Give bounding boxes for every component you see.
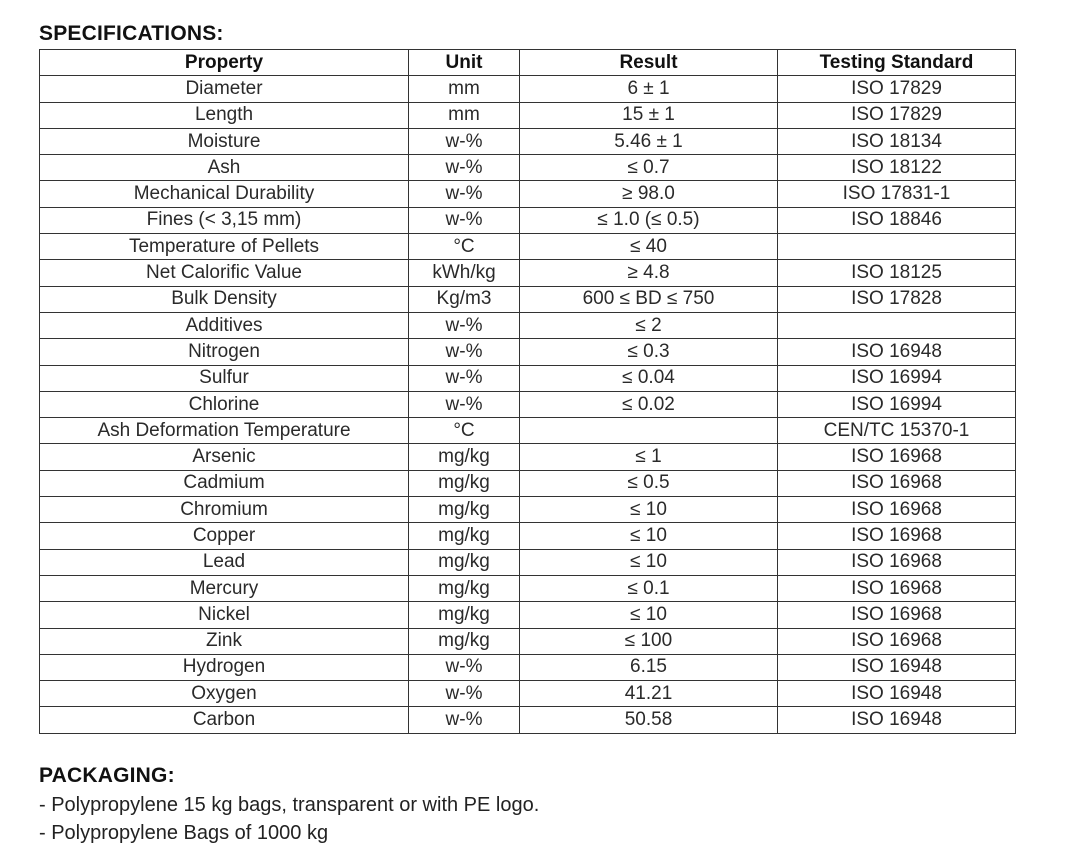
cell-property: Hydrogen <box>40 654 409 680</box>
cell-unit: w-% <box>409 707 520 733</box>
cell-result: ≤ 0.7 <box>520 155 778 181</box>
table-row <box>40 234 1016 260</box>
packaging-list <box>39 791 539 847</box>
cell-unit: w-% <box>409 181 520 207</box>
cell-result: 5.46 ± 1 <box>520 128 778 154</box>
cell-property: Length <box>40 102 409 128</box>
cell-property: Fines (< 3,15 mm) <box>40 207 409 233</box>
cell-unit: mm <box>409 102 520 128</box>
cell-result: ≥ 4.8 <box>520 260 778 286</box>
cell-result: ≤ 1.0 (≤ 0.5) <box>520 207 778 233</box>
cell-testing-standard: ISO 16948 <box>778 681 1016 707</box>
table-row <box>40 418 1016 444</box>
cell-unit: w-% <box>409 681 520 707</box>
table-row <box>40 707 1016 733</box>
cell-property: Chromium <box>40 497 409 523</box>
cell-property: Sulfur <box>40 365 409 391</box>
table-row <box>40 207 1016 233</box>
cell-testing-standard: ISO 16968 <box>778 549 1016 575</box>
table-row <box>40 312 1016 338</box>
header-property: Property <box>40 50 409 76</box>
cell-unit: w-% <box>409 155 520 181</box>
packaging-item: - Polypropylene Bags of 1000 kg <box>39 819 539 847</box>
cell-unit: w-% <box>409 312 520 338</box>
cell-result: ≤ 10 <box>520 497 778 523</box>
cell-property: Mercury <box>40 575 409 601</box>
cell-testing-standard: ISO 16968 <box>778 470 1016 496</box>
cell-unit: °C <box>409 234 520 260</box>
cell-result: 600 ≤ BD ≤ 750 <box>520 286 778 312</box>
cell-property: Nickel <box>40 602 409 628</box>
table-row <box>40 444 1016 470</box>
cell-unit: mg/kg <box>409 575 520 601</box>
cell-testing-standard: ISO 16948 <box>778 707 1016 733</box>
specifications-heading: SPECIFICATIONS: <box>39 22 224 45</box>
cell-testing-standard: ISO 17828 <box>778 286 1016 312</box>
cell-unit: Kg/m3 <box>409 286 520 312</box>
table-row <box>40 365 1016 391</box>
cell-result: ≤ 0.02 <box>520 391 778 417</box>
cell-property: Oxygen <box>40 681 409 707</box>
cell-unit: w-% <box>409 654 520 680</box>
cell-testing-standard: ISO 17829 <box>778 76 1016 102</box>
cell-testing-standard: ISO 16968 <box>778 444 1016 470</box>
cell-unit: kWh/kg <box>409 260 520 286</box>
cell-testing-standard: ISO 16968 <box>778 628 1016 654</box>
table-row <box>40 470 1016 496</box>
header-result: Result <box>520 50 778 76</box>
table-row <box>40 549 1016 575</box>
table-row <box>40 628 1016 654</box>
cell-testing-standard: ISO 17829 <box>778 102 1016 128</box>
cell-property: Ash <box>40 155 409 181</box>
cell-testing-standard: ISO 18122 <box>778 155 1016 181</box>
cell-unit: mg/kg <box>409 470 520 496</box>
cell-testing-standard: ISO 16994 <box>778 365 1016 391</box>
table-row <box>40 654 1016 680</box>
cell-property: Copper <box>40 523 409 549</box>
cell-result: ≤ 10 <box>520 523 778 549</box>
table-row <box>40 260 1016 286</box>
cell-result: ≤ 40 <box>520 234 778 260</box>
specifications-table <box>39 49 1016 734</box>
cell-property: Temperature of Pellets <box>40 234 409 260</box>
cell-result: 6.15 <box>520 654 778 680</box>
cell-result: ≤ 2 <box>520 312 778 338</box>
cell-unit: mg/kg <box>409 628 520 654</box>
table-row <box>40 76 1016 102</box>
cell-result: 15 ± 1 <box>520 102 778 128</box>
table-row <box>40 102 1016 128</box>
cell-unit: mg/kg <box>409 523 520 549</box>
cell-result: ≤ 10 <box>520 602 778 628</box>
cell-property: Additives <box>40 312 409 338</box>
table-row <box>40 602 1016 628</box>
cell-property: Carbon <box>40 707 409 733</box>
cell-property: Arsenic <box>40 444 409 470</box>
cell-result: ≥ 98.0 <box>520 181 778 207</box>
cell-property: Bulk Density <box>40 286 409 312</box>
cell-testing-standard: ISO 18125 <box>778 260 1016 286</box>
cell-result: ≤ 1 <box>520 444 778 470</box>
cell-result: ≤ 10 <box>520 549 778 575</box>
cell-property: Mechanical Durability <box>40 181 409 207</box>
cell-testing-standard <box>778 234 1016 260</box>
cell-testing-standard: ISO 16968 <box>778 602 1016 628</box>
cell-unit: mg/kg <box>409 549 520 575</box>
table-row <box>40 681 1016 707</box>
table-header-row <box>40 50 1016 76</box>
cell-property: Nitrogen <box>40 339 409 365</box>
cell-testing-standard: ISO 18134 <box>778 128 1016 154</box>
table-row <box>40 128 1016 154</box>
header-testing-standard: Testing Standard <box>778 50 1016 76</box>
table-row <box>40 523 1016 549</box>
packaging-item: - Polypropylene 15 kg bags, transparent or with PE logo. <box>39 791 539 819</box>
cell-result: 6 ± 1 <box>520 76 778 102</box>
cell-result: ≤ 0.5 <box>520 470 778 496</box>
cell-property: Cadmium <box>40 470 409 496</box>
cell-property: Ash Deformation Temperature <box>40 418 409 444</box>
cell-testing-standard: ISO 16968 <box>778 523 1016 549</box>
cell-testing-standard: ISO 16948 <box>778 654 1016 680</box>
cell-property: Net Calorific Value <box>40 260 409 286</box>
cell-unit: w-% <box>409 207 520 233</box>
table-row <box>40 497 1016 523</box>
cell-unit: w-% <box>409 339 520 365</box>
cell-testing-standard: ISO 16968 <box>778 575 1016 601</box>
cell-unit: °C <box>409 418 520 444</box>
cell-unit: mg/kg <box>409 444 520 470</box>
header-unit: Unit <box>409 50 520 76</box>
cell-unit: mg/kg <box>409 602 520 628</box>
cell-property: Chlorine <box>40 391 409 417</box>
cell-unit: mm <box>409 76 520 102</box>
cell-property: Lead <box>40 549 409 575</box>
table-body <box>40 76 1016 733</box>
table-row <box>40 286 1016 312</box>
table-row <box>40 575 1016 601</box>
cell-result: ≤ 0.3 <box>520 339 778 365</box>
cell-result: ≤ 0.04 <box>520 365 778 391</box>
cell-unit: w-% <box>409 391 520 417</box>
cell-testing-standard <box>778 312 1016 338</box>
packaging-heading: PACKAGING: <box>39 764 175 787</box>
cell-result: ≤ 100 <box>520 628 778 654</box>
cell-result: 50.58 <box>520 707 778 733</box>
cell-testing-standard: ISO 16948 <box>778 339 1016 365</box>
cell-property: Diameter <box>40 76 409 102</box>
cell-testing-standard: ISO 18846 <box>778 207 1016 233</box>
table-row <box>40 391 1016 417</box>
cell-result: ≤ 0.1 <box>520 575 778 601</box>
cell-unit: w-% <box>409 128 520 154</box>
cell-unit: w-% <box>409 365 520 391</box>
cell-result: 41.21 <box>520 681 778 707</box>
cell-unit: mg/kg <box>409 497 520 523</box>
cell-testing-standard: CEN/TC 15370-1 <box>778 418 1016 444</box>
cell-testing-standard: ISO 17831-1 <box>778 181 1016 207</box>
cell-testing-standard: ISO 16994 <box>778 391 1016 417</box>
cell-testing-standard: ISO 16968 <box>778 497 1016 523</box>
table-row <box>40 339 1016 365</box>
cell-property: Zink <box>40 628 409 654</box>
cell-property: Moisture <box>40 128 409 154</box>
table-row <box>40 155 1016 181</box>
cell-result <box>520 418 778 444</box>
table-row <box>40 181 1016 207</box>
